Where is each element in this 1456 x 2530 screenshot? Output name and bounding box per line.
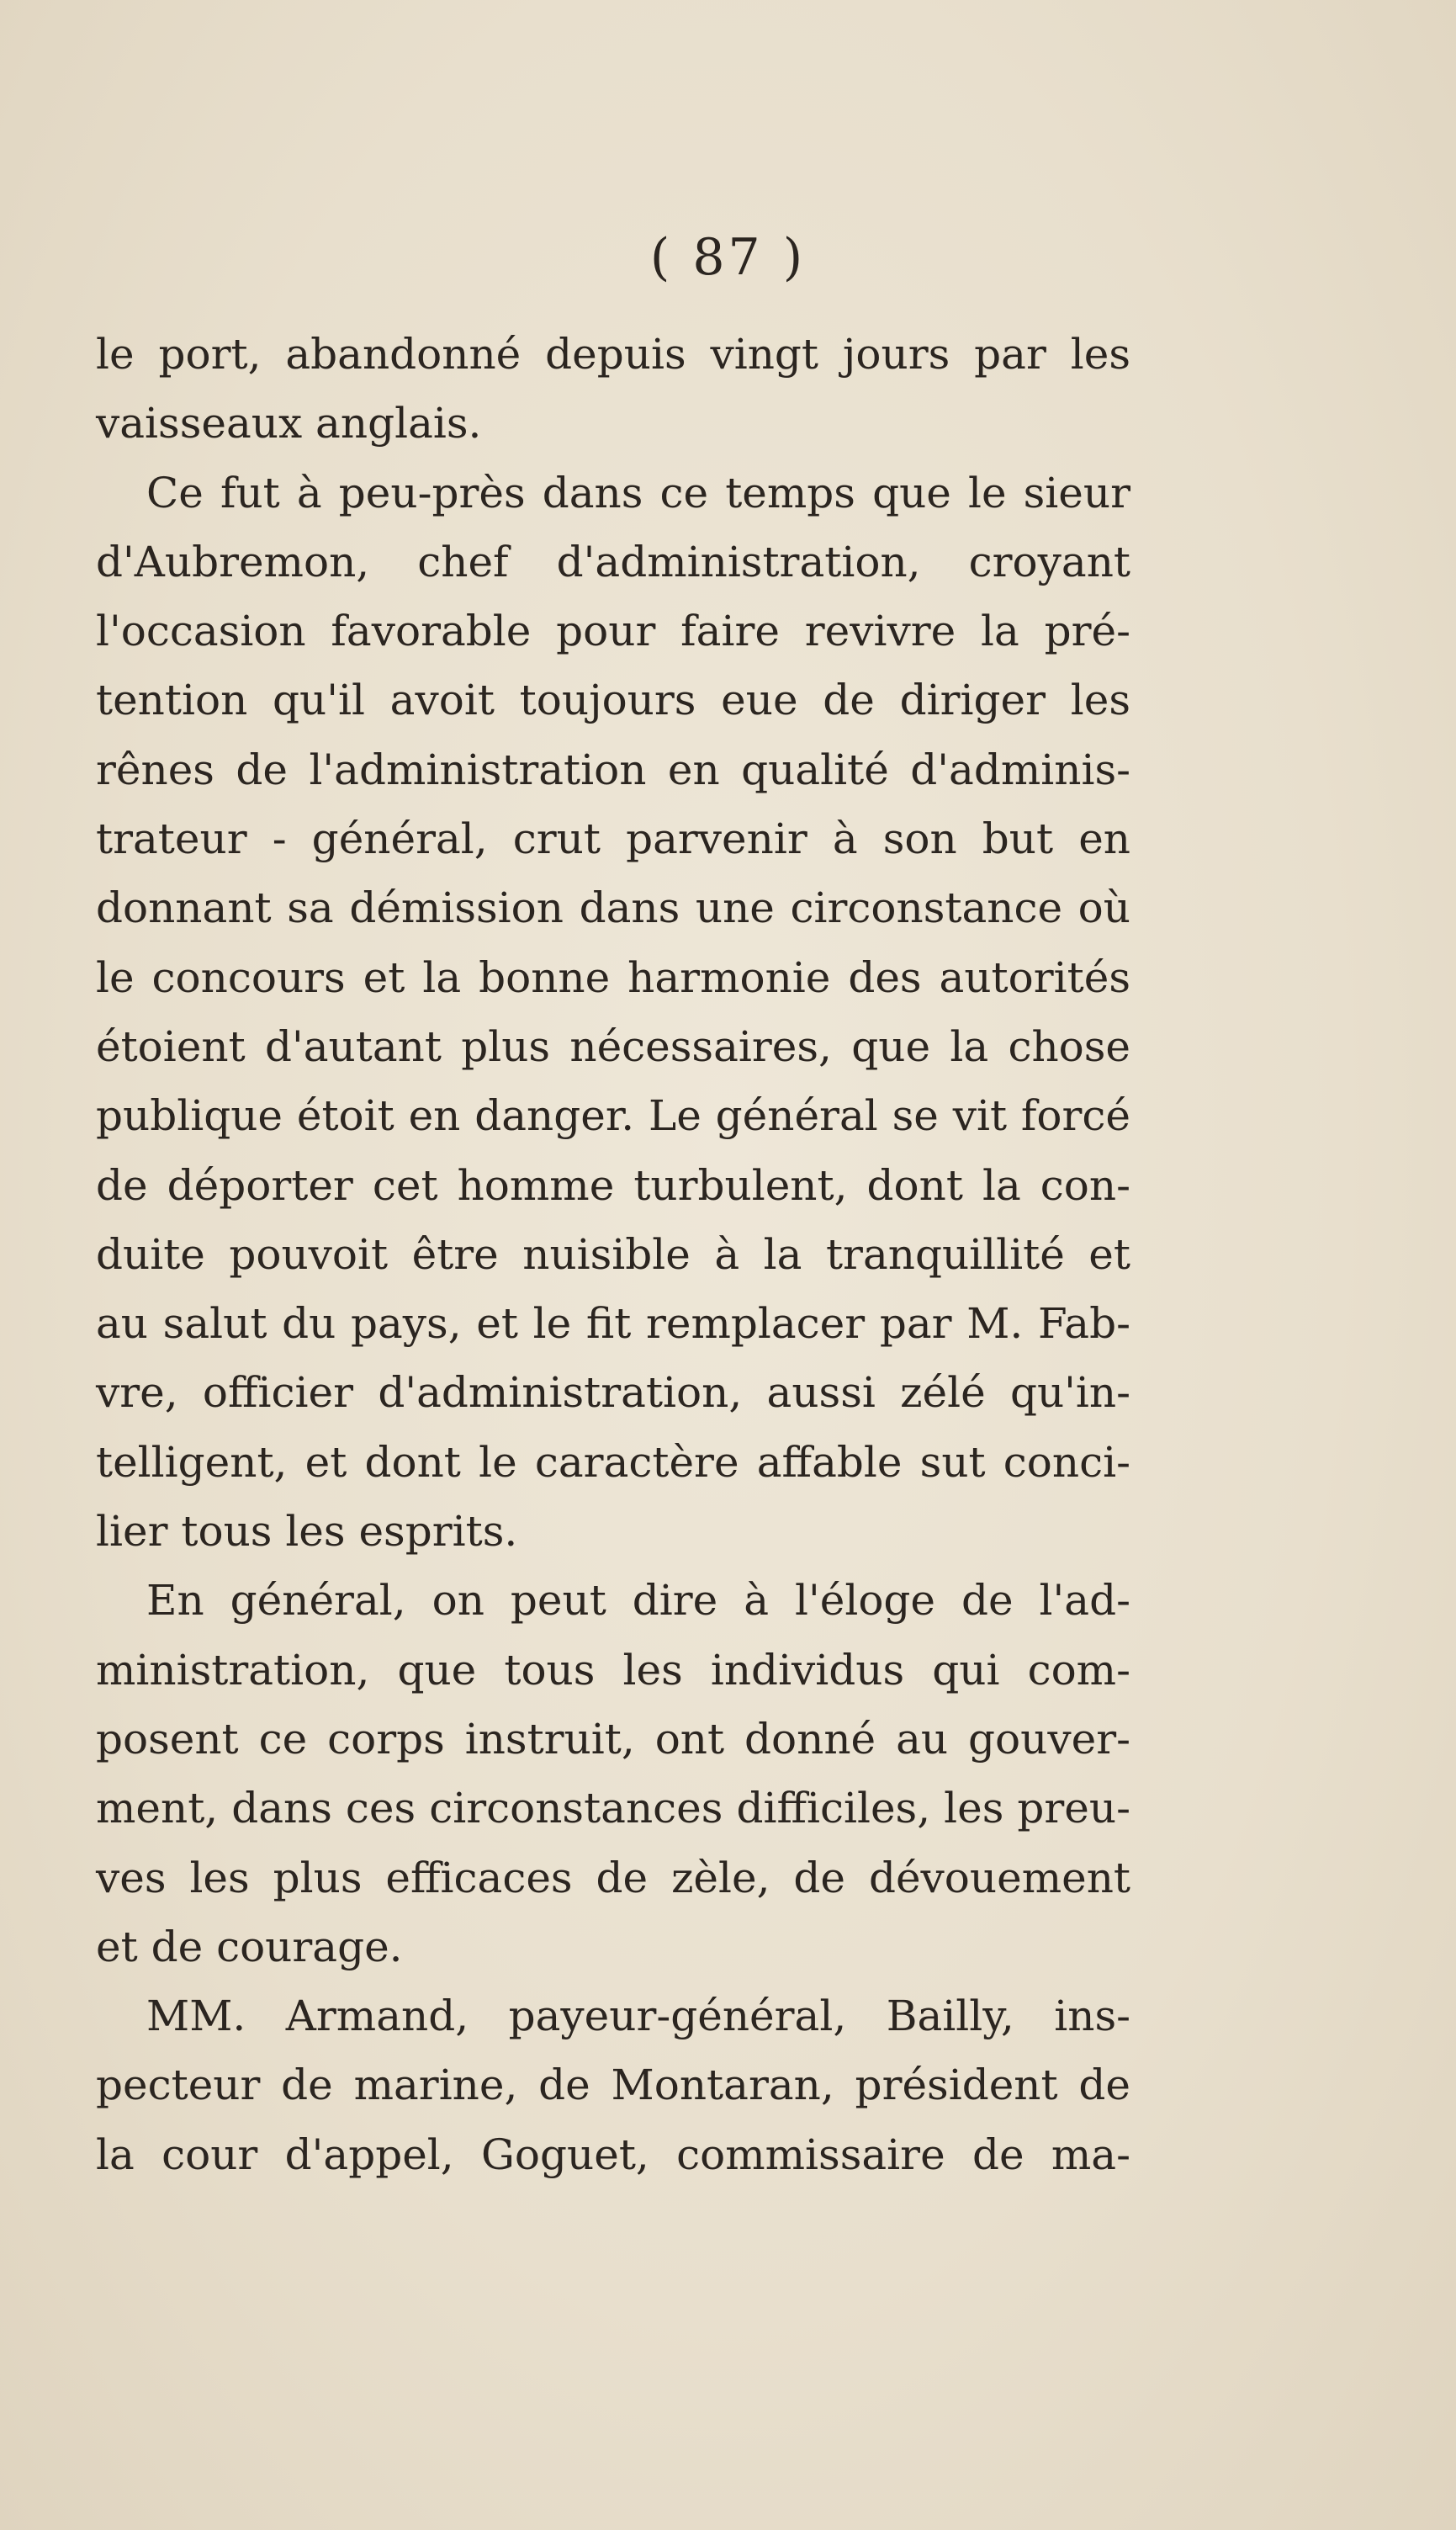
text-line: d'Aubremon, chef d'administration, croyant: [96, 537, 1130, 586]
page-number: ( 87 ): [649, 228, 807, 287]
text-line: tention qu'il avoit toujours eue de diriger les: [96, 676, 1130, 725]
text-line: rênes de l'administration en qualité d'adminis-: [96, 745, 1130, 794]
text-line: de déporter cet homme turbulent, dont la con-: [96, 1160, 1130, 1210]
text-line: donnant sa démission dans une circonstance où: [96, 883, 1130, 933]
text-line: publique étoit en danger. Le général se vit forcé: [96, 1091, 1130, 1141]
paragraph-first-line: Ce fut à peu-près dans ce temps que le sieur: [146, 468, 1130, 517]
text-line: ment, dans ces circonstances difficiles, les preu-: [96, 1784, 1130, 1833]
text-line: la cour d'appel, Goguet, commissaire de ma-: [96, 2130, 1130, 2179]
text-line: duite pouvoit être nuisible à la tranquillité et: [96, 1229, 1130, 1279]
paragraph-first-line: MM. Armand, payeur-général, Bailly, ins-: [146, 1992, 1130, 2041]
text-line: vaisseaux anglais.: [96, 399, 482, 448]
text-line: lier tous les esprits.: [96, 1507, 518, 1557]
text-line: le concours et la bonne harmonie des autorités: [96, 952, 1130, 1002]
text-line: ministration, que tous les individus qui com-: [96, 1645, 1130, 1695]
paragraph-first-line: En général, on peut dire à l'éloge de l'ad-: [146, 1576, 1130, 1626]
text-line: le port, abandonné depuis vingt jours par les: [96, 330, 1130, 379]
text-line: vre, officier d'administration, aussi zélé qu'in-: [96, 1368, 1130, 1418]
text-line: étoient d'autant plus nécessaires, que la chose: [96, 1021, 1130, 1071]
text-line: trateur - général, crut parvenir à son but en: [96, 814, 1130, 864]
text-line: et de courage.: [96, 1922, 403, 1971]
text-line: l'occasion favorable pour faire revivre la pré-: [96, 607, 1130, 656]
body-text: [96, 320, 1130, 2189]
text-line: ves les plus efficaces de zèle, de dévouement: [96, 1853, 1130, 1902]
text-line: au salut du pays, et le fit remplacer par M. Fab-: [96, 1299, 1130, 1349]
text-line: telligent, et dont le caractère affable sut conci-: [96, 1437, 1130, 1487]
text-line: posent ce corps instruit, ont donné au gouver-: [96, 1714, 1130, 1764]
text-line: pecteur de marine, de Montaran, président de: [96, 2061, 1130, 2110]
